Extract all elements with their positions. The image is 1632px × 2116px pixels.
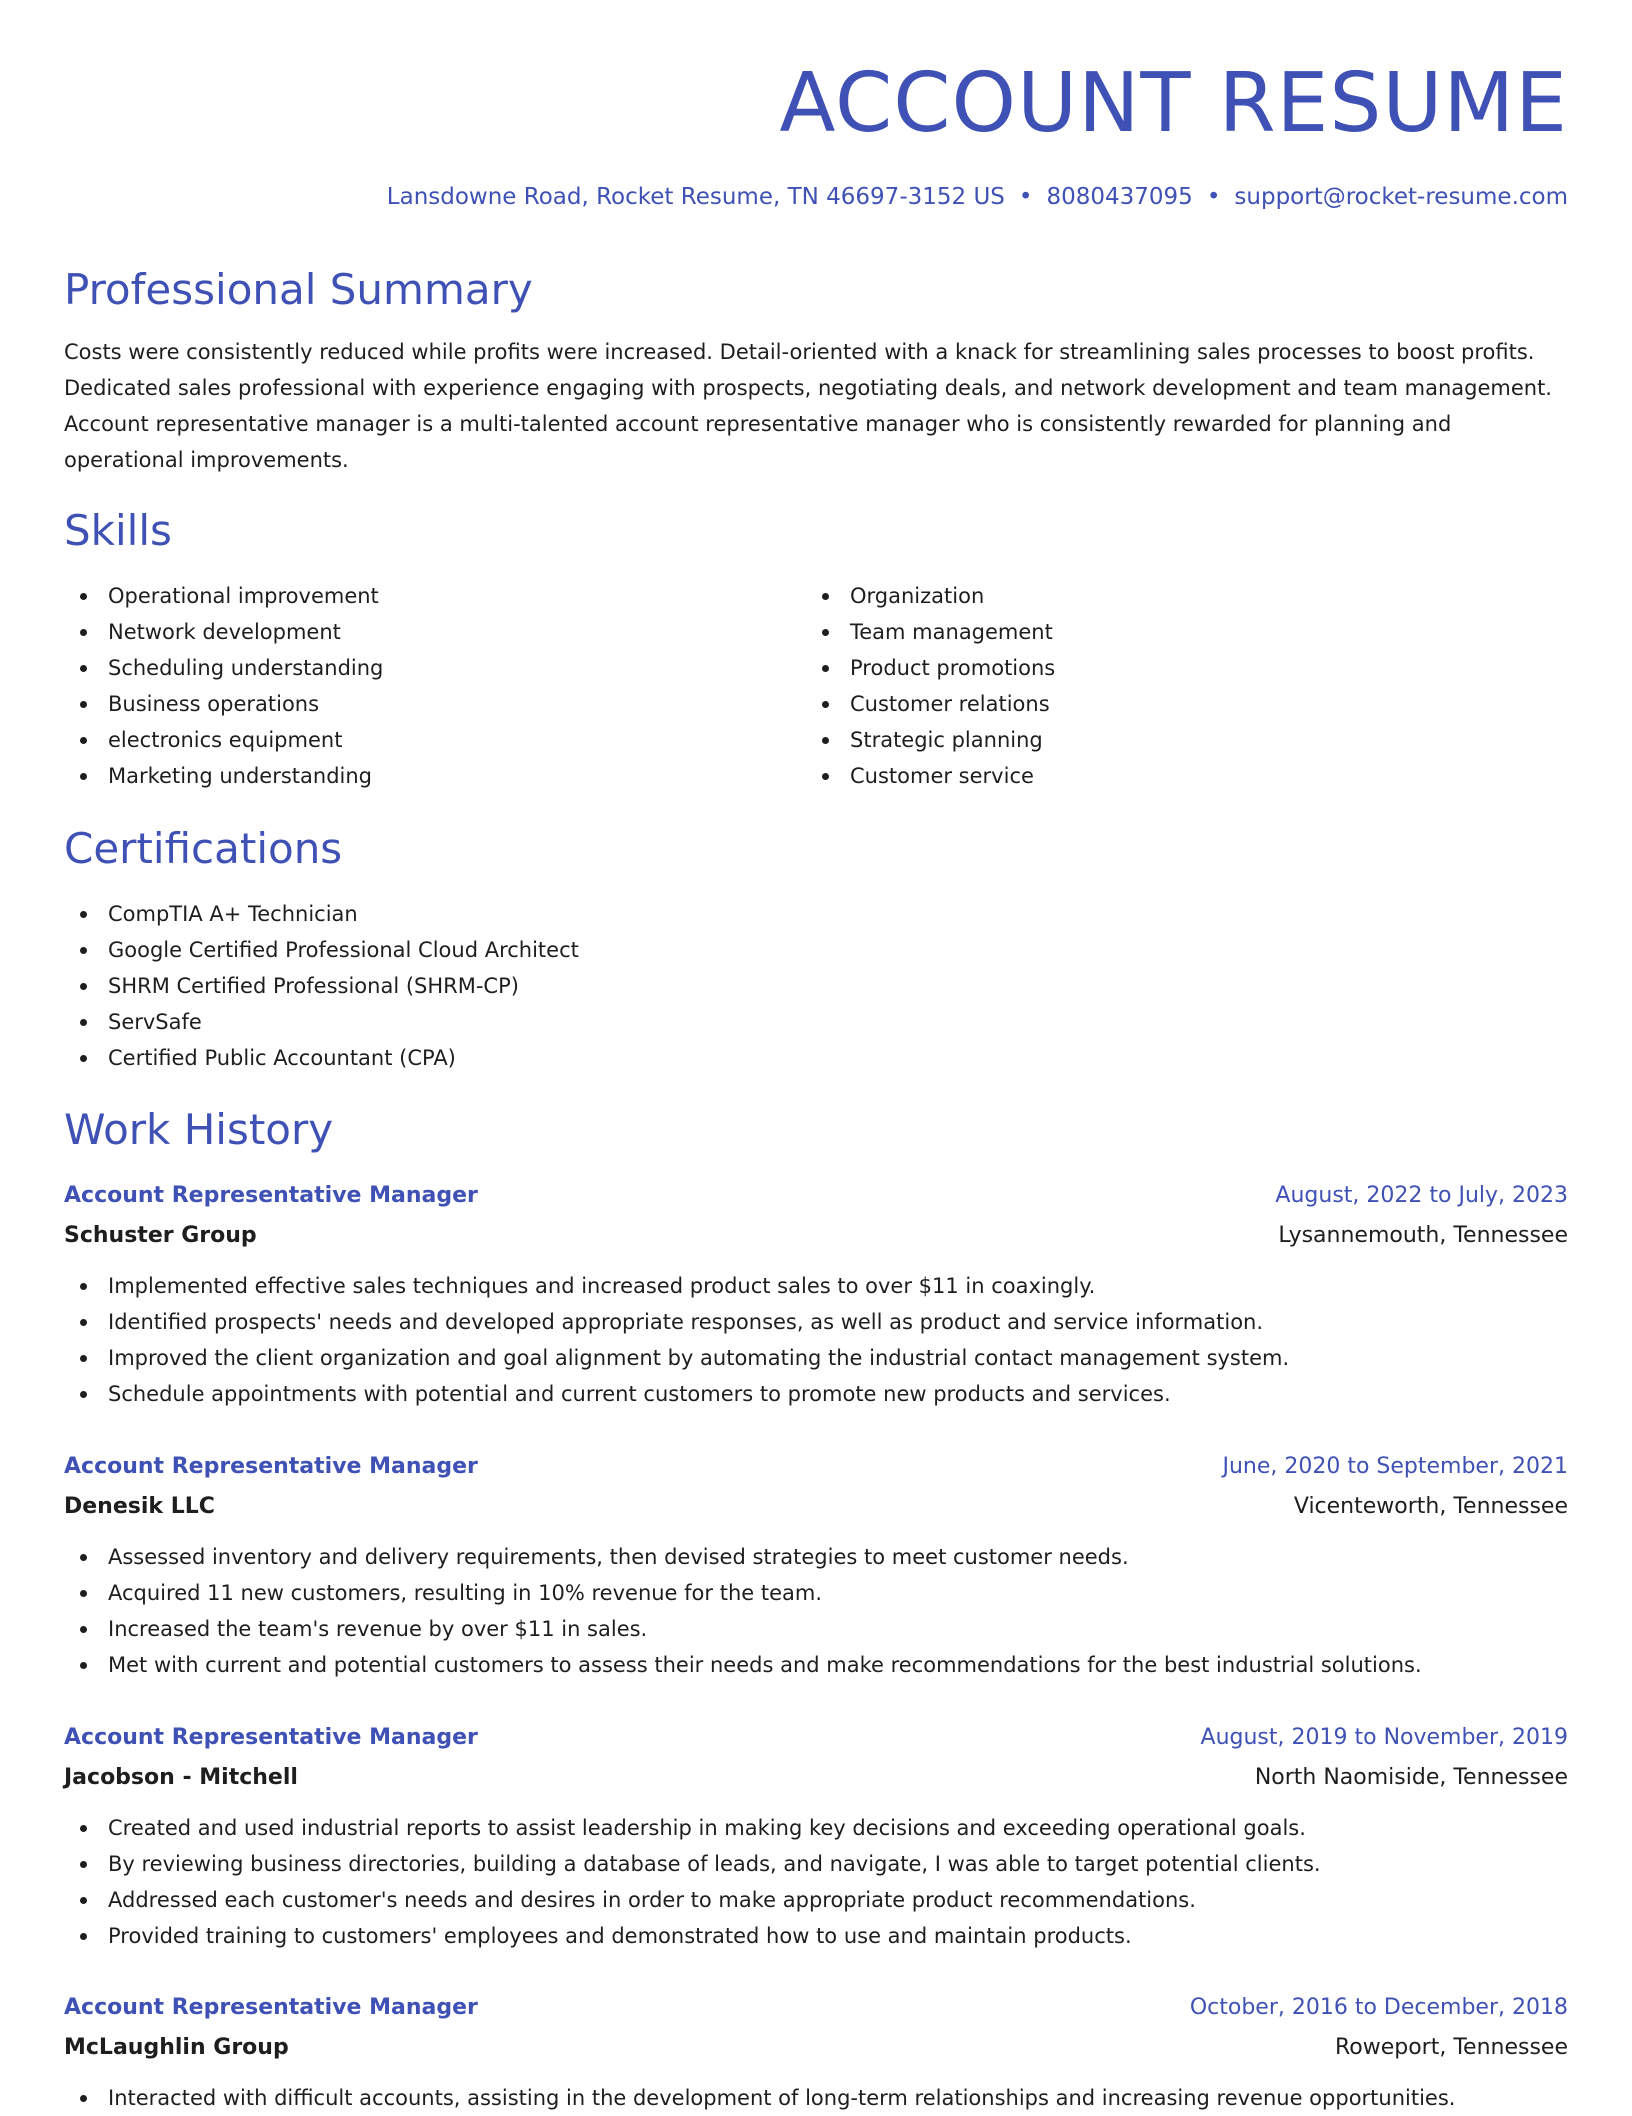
skill-item: Business operations (108, 692, 320, 716)
bullet-icon (80, 1861, 87, 1868)
bullet-icon (80, 911, 87, 918)
bullet-icon (80, 1590, 87, 1597)
job-bullets (64, 1268, 1568, 1412)
job-title: Account Representative Manager (64, 1725, 478, 1750)
bullet-icon (80, 1283, 87, 1290)
job-title: Account Representative Manager (64, 1995, 478, 2020)
job-bullets (64, 2080, 1568, 2116)
contact-address: Lansdowne Road, Rocket Resume, TN 46697-3152 US (386, 184, 1005, 210)
job-title: Account Representative Manager (64, 1183, 478, 1208)
job-header-row (64, 1447, 1568, 1487)
job-company-row (64, 1487, 1568, 1527)
job-bullet-text: By reviewing business directories, building a database of leads, and navigate, I was able to target potential clients. (108, 1852, 1321, 1876)
bullet-icon (80, 593, 87, 600)
job-company: Denesik LLC (64, 1494, 215, 1519)
list-item (64, 1304, 1568, 1340)
list-item (64, 1810, 1568, 1846)
bullet-icon (822, 665, 829, 672)
job-entry (64, 1447, 1568, 1683)
job-location: North Naomiside, Tennessee (1254, 1765, 1568, 1790)
job-dates: August, 2019 to November, 2019 (1200, 1725, 1568, 1750)
bullet-icon (822, 737, 829, 744)
list-item (806, 758, 1055, 794)
list-item (64, 1882, 1568, 1918)
job-entry (64, 1718, 1568, 1954)
list-item (64, 650, 383, 686)
skill-item: Team management (850, 620, 1053, 644)
bullet-icon (80, 737, 87, 744)
job-bullet-text: Identified prospects' needs and developed appropriate responses, as well as product and service information. (108, 1310, 1264, 1334)
bullet-icon (80, 1662, 87, 1669)
list-item (64, 1539, 1568, 1575)
job-company-row (64, 1216, 1568, 1256)
skills-list-right (806, 578, 1055, 794)
list-item (64, 1004, 579, 1040)
skill-item: Strategic planning (850, 728, 1043, 752)
certification-item: Certified Public Accountant (CPA) (108, 1046, 456, 1070)
list-item (64, 896, 579, 932)
job-location: Roweport, Tennessee (1334, 2035, 1568, 2060)
list-item (64, 1040, 579, 1076)
bullet-icon (80, 1933, 87, 1940)
contact-phone: 8080437095 (1046, 184, 1193, 210)
resume-title: ACCOUNT RESUME (779, 56, 1568, 151)
skill-item: Product promotions (850, 656, 1056, 680)
list-item (64, 2080, 1568, 2116)
list-item (806, 686, 1055, 722)
job-header-row (64, 1718, 1568, 1758)
skill-item: Operational improvement (108, 584, 379, 608)
job-dates: August, 2022 to July, 2023 (1275, 1183, 1568, 1208)
bullet-icon (822, 629, 829, 636)
bullet-icon (80, 701, 87, 708)
list-item (64, 1611, 1568, 1647)
job-bullet-text: Addressed each customer's needs and desires in order to make appropriate product recommendations. (108, 1888, 1196, 1912)
skill-item: Customer relations (850, 692, 1050, 716)
job-bullet-text: Acquired 11 new customers, resulting in 10% revenue for the team. (108, 1581, 822, 1605)
bullet-icon (80, 1319, 87, 1326)
list-item (806, 722, 1055, 758)
list-item (64, 722, 383, 758)
job-bullet-text: Provided training to customers' employees and demonstrated how to use and maintain products. (108, 1924, 1132, 1948)
job-bullet-text: Implemented effective sales techniques and increased product sales to over $11 in coaxingly. (108, 1274, 1096, 1298)
contact-line (387, 180, 1568, 214)
list-item (64, 1647, 1568, 1683)
contact-separator: • (1206, 184, 1221, 210)
job-company-row (64, 2028, 1568, 2068)
job-bullet-text: Assessed inventory and delivery requirements, then devised strategies to meet customer needs. (108, 1545, 1129, 1569)
bullet-icon (80, 773, 87, 780)
list-item (64, 1846, 1568, 1882)
list-item (64, 1918, 1568, 1954)
bullet-icon (822, 701, 829, 708)
bullet-icon (80, 1391, 87, 1398)
contact-separator: • (1018, 184, 1033, 210)
bullet-icon (80, 1019, 87, 1026)
list-item (806, 650, 1055, 686)
job-dates: October, 2016 to December, 2018 (1189, 1995, 1568, 2020)
list-item (64, 932, 579, 968)
skill-item: electronics equipment (108, 728, 343, 752)
job-bullet-text: Created and used industrial reports to assist leadership in making key decisions and exceeding operational goals. (108, 1816, 1306, 1840)
job-entry (64, 1176, 1568, 1412)
job-location: Lysannemouth, Tennessee (1278, 1223, 1568, 1248)
list-item (64, 968, 579, 1004)
job-bullet-text: Schedule appointments with potential and current customers to promote new products and services. (108, 1382, 1171, 1406)
bullet-icon (80, 1897, 87, 1904)
job-location: Vicenteworth, Tennessee (1293, 1494, 1568, 1519)
bullet-icon (80, 665, 87, 672)
job-bullet-text: Increased the team's revenue by over $11 in sales. (108, 1617, 648, 1641)
certification-item: SHRM Certified Professional (SHRM-CP) (108, 974, 519, 998)
job-header-row (64, 1176, 1568, 1216)
skill-item: Scheduling understanding (108, 656, 384, 680)
bullet-icon (80, 947, 87, 954)
list-item (64, 1575, 1568, 1611)
job-company-row (64, 1758, 1568, 1798)
bullet-icon (80, 1626, 87, 1633)
certifications-heading: Certifications (64, 824, 343, 873)
bullet-icon (822, 773, 829, 780)
list-item (64, 758, 383, 794)
job-company: Jacobson - Mitchell (64, 1765, 298, 1790)
job-entry (64, 1988, 1568, 2116)
skill-item: Organization (850, 584, 985, 608)
job-company: McLaughlin Group (64, 2035, 289, 2060)
certification-item: CompTIA A+ Technician (108, 902, 358, 926)
job-bullets (64, 1539, 1568, 1683)
list-item (64, 1376, 1568, 1412)
job-bullet-text: Improved the client organization and goal alignment by automating the industrial contact management system. (108, 1346, 1290, 1370)
job-dates: June, 2020 to September, 2021 (1222, 1454, 1568, 1479)
bullet-icon (80, 1055, 87, 1062)
bullet-icon (80, 1355, 87, 1362)
list-item (64, 614, 383, 650)
skills-list-left (64, 578, 383, 794)
job-bullet-text: Interacted with difficult accounts, assisting in the development of long-term relationships and increasing revenue opportunities. (108, 2086, 1456, 2110)
job-bullet-text: Met with current and potential customers to assess their needs and make recommendations for the best industrial solutions. (108, 1653, 1422, 1677)
list-item (806, 578, 1055, 614)
bullet-icon (80, 983, 87, 990)
job-company: Schuster Group (64, 1223, 257, 1248)
bullet-icon (822, 593, 829, 600)
list-item (64, 1268, 1568, 1304)
job-title: Account Representative Manager (64, 1454, 478, 1479)
skill-item: Marketing understanding (108, 764, 372, 788)
list-item (64, 686, 383, 722)
list-item (64, 1340, 1568, 1376)
certification-item: Google Certified Professional Cloud Architect (108, 938, 579, 962)
list-item (806, 614, 1055, 650)
contact-email[interactable]: support@rocket-resume.com (1234, 184, 1568, 210)
skills-heading: Skills (64, 506, 172, 555)
bullet-icon (80, 629, 87, 636)
job-bullets (64, 1810, 1568, 1954)
summary-text: Costs were consistently reduced while profits were increased. Detail-oriented with a knack for streamlining sales processes to boost profits. Dedicated sales professional with experience engaging with prospects, negotiating deals, and network development and team management. Account representative manager is a multi-talented account representative manager who is consistently rewarded for planning and operational improvements. (64, 340, 1552, 472)
skill-item: Customer service (850, 764, 1034, 788)
work-history-heading: Work History (64, 1105, 334, 1154)
certification-item: ServSafe (108, 1010, 202, 1034)
summary-heading: Professional Summary (64, 265, 533, 314)
bullet-icon (80, 1554, 87, 1561)
bullet-icon (80, 2095, 87, 2102)
bullet-icon (80, 1825, 87, 1832)
job-header-row (64, 1988, 1568, 2028)
skill-item: Network development (108, 620, 341, 644)
certifications-list (64, 896, 579, 1076)
list-item (64, 578, 383, 614)
